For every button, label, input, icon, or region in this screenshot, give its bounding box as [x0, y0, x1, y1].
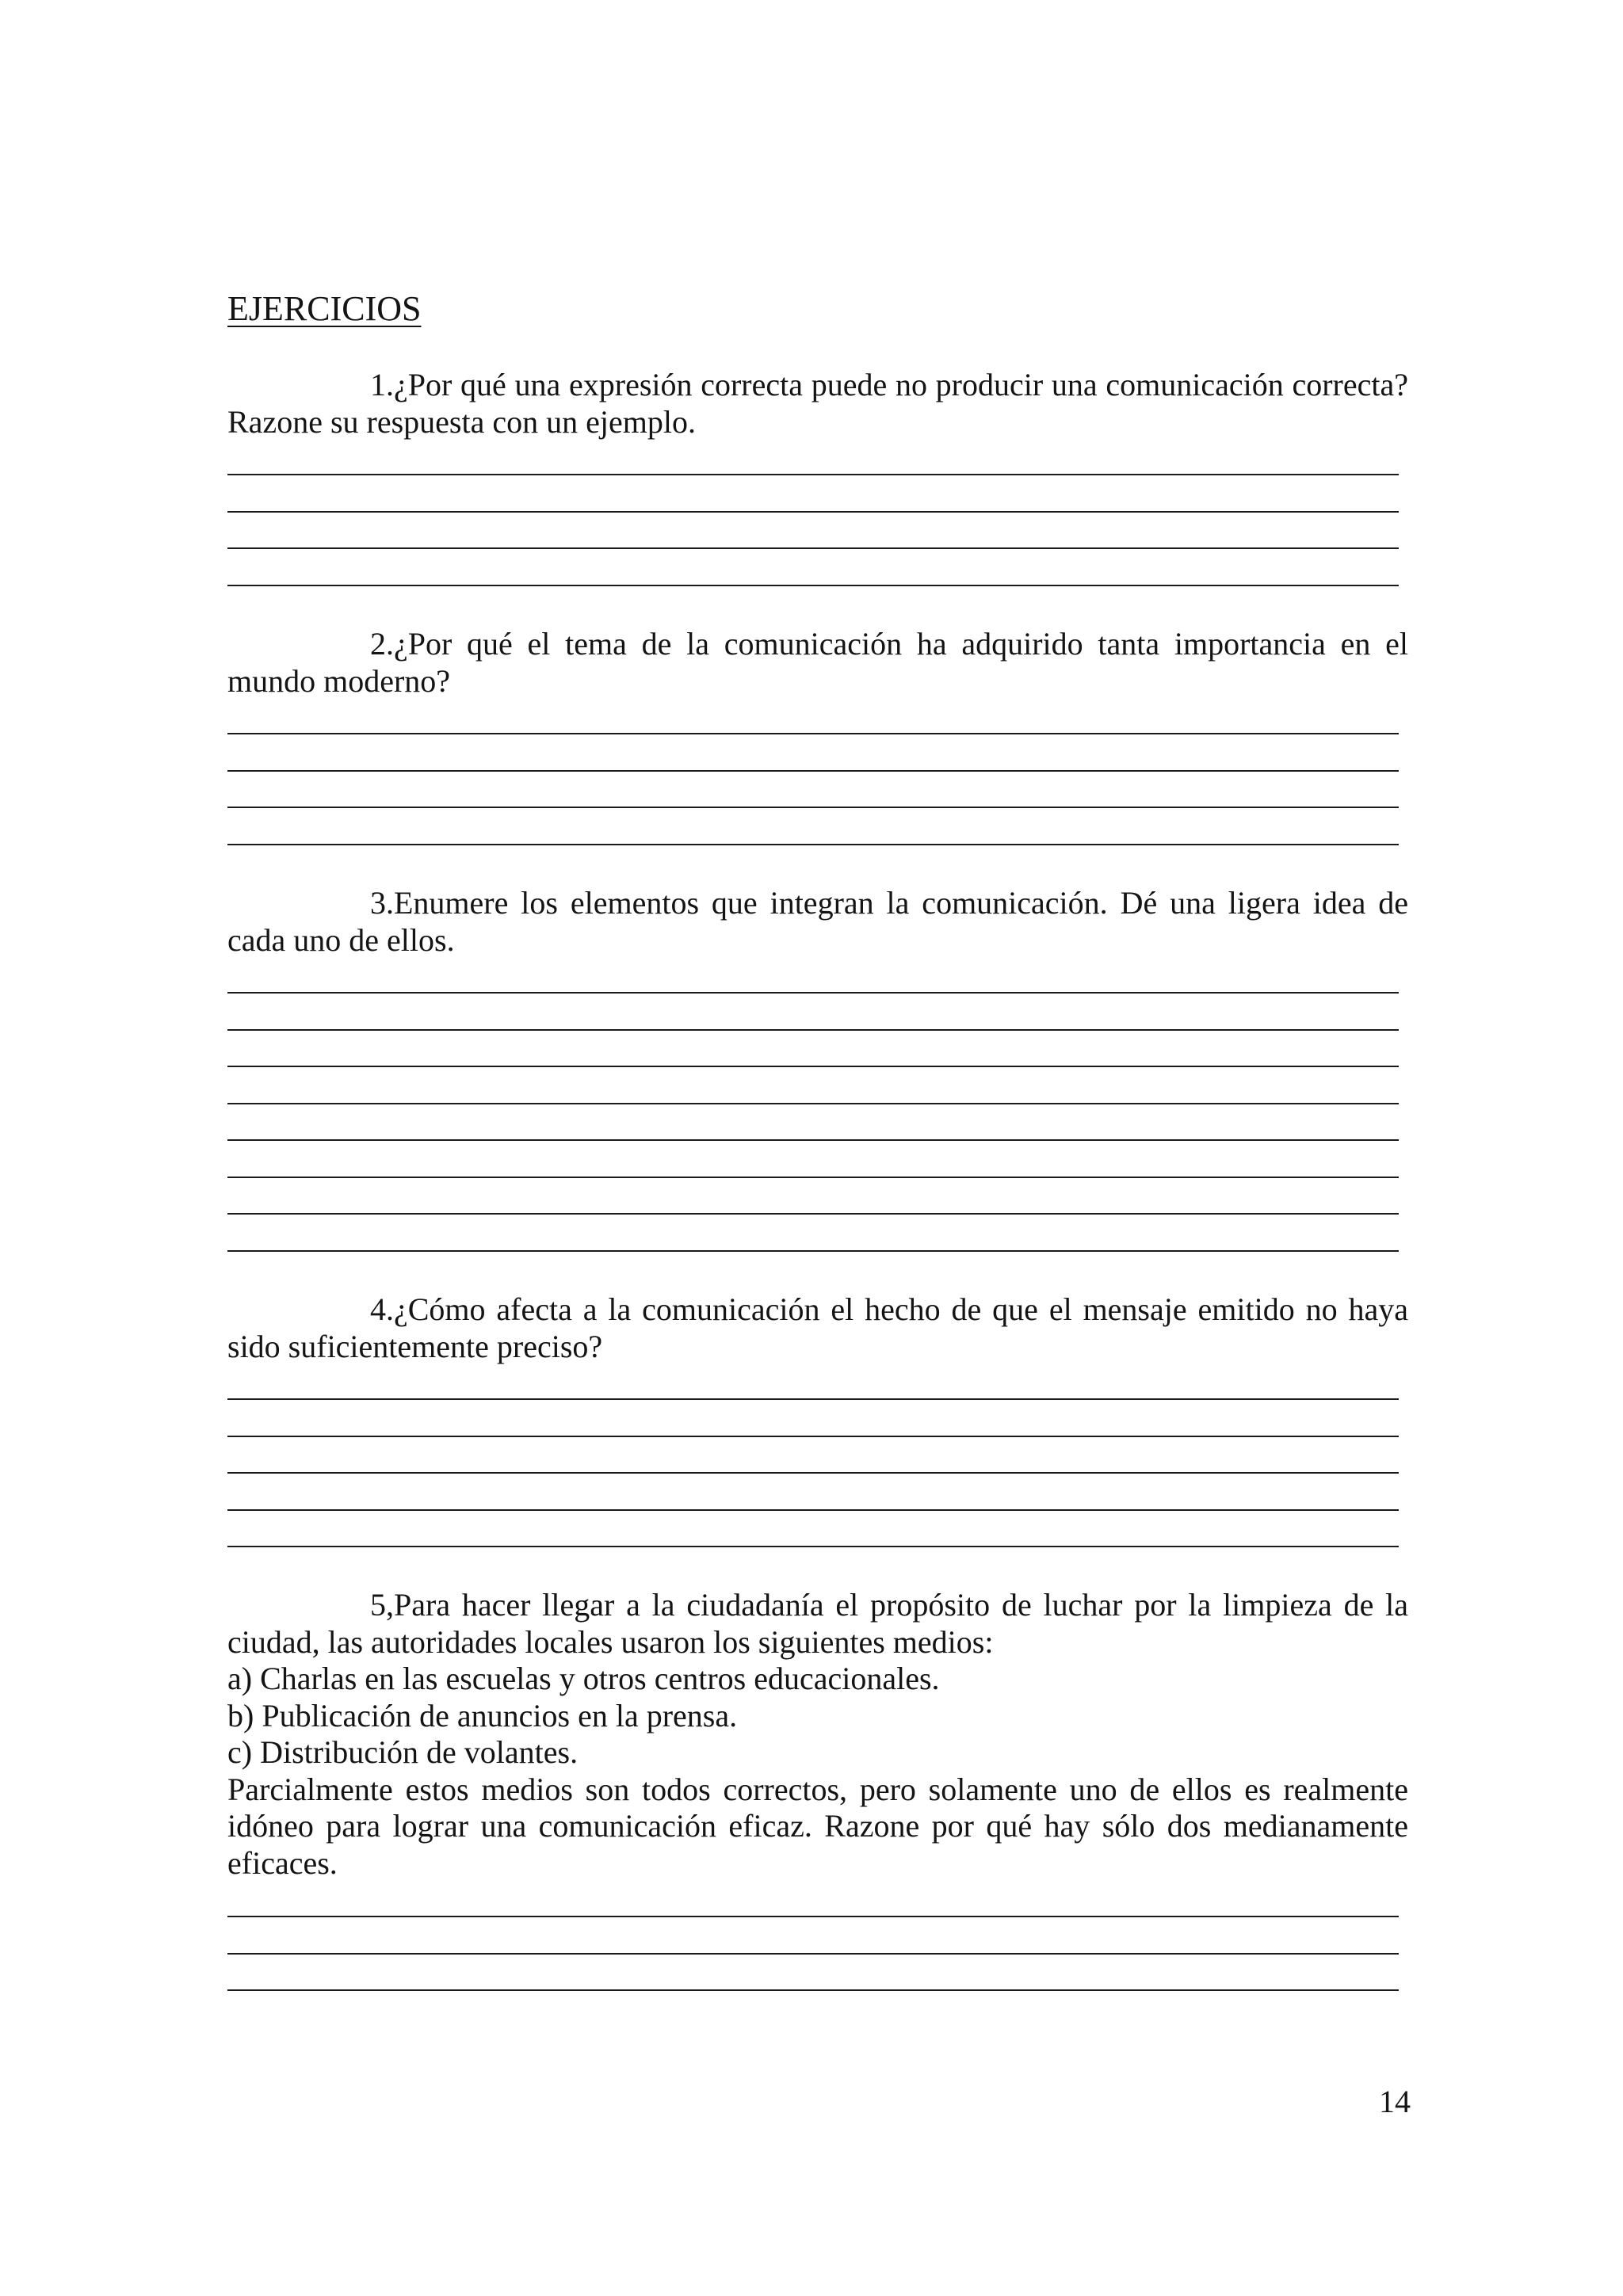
answer-line[interactable]: [227, 1989, 1399, 1991]
answer-line[interactable]: [227, 585, 1399, 586]
answer-line[interactable]: [227, 992, 1399, 994]
answer-line[interactable]: [227, 1546, 1399, 1547]
exercise-2: [227, 626, 1408, 700]
answer-lines-1: [227, 474, 1399, 621]
exercise-4: [227, 1291, 1408, 1365]
answer-lines-2: [227, 733, 1399, 880]
exercise-question: [227, 367, 1408, 441]
exercise-number: 1.: [370, 367, 394, 402]
answer-line[interactable]: [227, 511, 1399, 513]
answer-line[interactable]: [227, 844, 1399, 845]
answer-line[interactable]: [227, 547, 1399, 549]
answer-lines-4: [227, 1398, 1399, 1583]
exercise-1: [227, 367, 1408, 441]
exercise-text: Enumere los elementos que integran la comunicación. Dé una ligera idea de cada uno de ellos.: [227, 885, 1408, 958]
answer-line[interactable]: [227, 1103, 1399, 1104]
answer-line[interactable]: [227, 1139, 1399, 1141]
answer-line[interactable]: [227, 1213, 1399, 1215]
exercise-number: 4.: [370, 1291, 394, 1327]
answer-line[interactable]: [227, 1066, 1399, 1067]
exercise-text: Para hacer llegar a la ciudadanía el propósito de luchar por la limpieza de la ciudad, las autoridades locales usaron los siguientes medios:: [227, 1587, 1408, 1660]
answer-lines-3: [227, 992, 1399, 1287]
answer-line[interactable]: [227, 1436, 1399, 1437]
answer-line[interactable]: [227, 1916, 1399, 1917]
exercise-question: [227, 626, 1408, 700]
page-title: EJERCICIOS: [227, 289, 422, 328]
answer-line[interactable]: [227, 1177, 1399, 1178]
answer-line[interactable]: [227, 1029, 1399, 1031]
answer-line[interactable]: [227, 733, 1399, 734]
exercise-option-c: c) Distribución de volantes.: [227, 1734, 579, 1770]
answer-line[interactable]: [227, 1398, 1399, 1400]
answer-line[interactable]: [227, 1250, 1399, 1252]
answer-line[interactable]: [227, 1509, 1399, 1511]
exercise-number: 3.: [370, 885, 394, 921]
exercise-question: [227, 1291, 1408, 1365]
exercise-option-b: b) Publicación de anuncios en la prensa.: [227, 1697, 738, 1733]
exercise-text: ¿Cómo afecta a la comunicación el hecho de que el mensaje emitido no haya sido suficientemente preciso?: [227, 1291, 1408, 1364]
exercise-5: [227, 1587, 1408, 1882]
answer-line[interactable]: [227, 807, 1399, 808]
exercise-question: [227, 1587, 1408, 1661]
exercise-number: 2.: [370, 626, 394, 662]
answer-lines-5: [227, 1916, 1399, 2027]
answer-line[interactable]: [227, 474, 1399, 475]
exercise-text: ¿Por qué el tema de la comunicación ha adquirido tanta importancia en el mundo moderno?: [227, 626, 1408, 699]
exercise-question: [227, 885, 1408, 959]
answer-line[interactable]: [227, 1472, 1399, 1474]
answer-line[interactable]: [227, 1953, 1399, 1955]
exercise-text: ¿Por qué una expresión correcta puede no producir una comunicación correcta? Razone su respuesta con un ejemplo.: [227, 367, 1408, 440]
exercise-3: [227, 885, 1408, 959]
answer-line[interactable]: [227, 770, 1399, 772]
exercise-number: 5,: [370, 1587, 394, 1623]
exercise-option-a: a) Charlas en las escuelas y otros centros educacionales.: [227, 1661, 940, 1696]
exercise-closing-text: Parcialmente estos medios son todos correctos, pero solamente uno de ellos es realmente idóneo para lograr una comunicación eficaz. Razone por qué hay sólo dos medianamente eficaces.: [227, 1771, 1408, 1881]
page-number: 14: [1379, 2084, 1411, 2119]
